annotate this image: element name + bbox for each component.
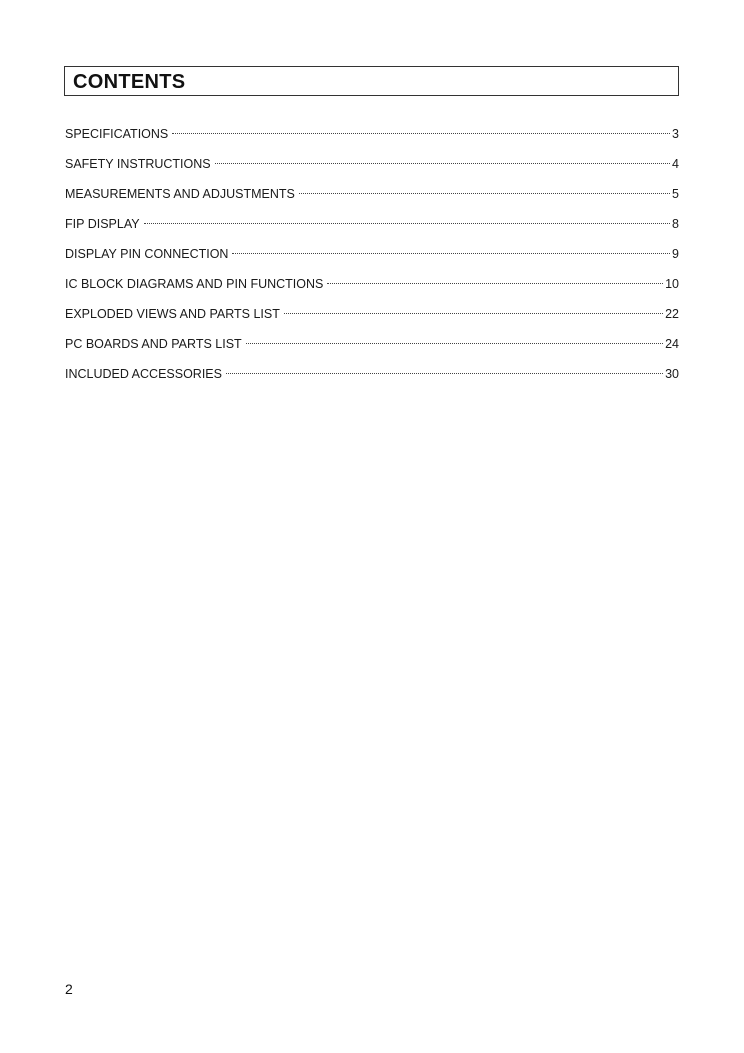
toc-entry-display-pin-connection[interactable]	[65, 240, 679, 270]
dot-leader	[244, 330, 664, 348]
dot-leader	[325, 270, 664, 288]
toc-entry-ic-block-diagrams[interactable]	[65, 270, 679, 300]
dot-leader	[224, 360, 664, 378]
toc-entry-measurements-and-adjustments[interactable]	[65, 180, 679, 210]
toc-entry-label: SPECIFICATIONS	[65, 127, 169, 141]
dot-leader	[213, 150, 671, 168]
dot-leader	[170, 120, 671, 138]
toc-entry-page: 9	[672, 247, 679, 261]
toc-entry-page: 30	[665, 367, 679, 381]
toc-entry-label: IC BLOCK DIAGRAMS AND PIN FUNCTIONS	[65, 277, 324, 291]
toc-entry-label: DISPLAY PIN CONNECTION	[65, 247, 229, 261]
toc-entry-page: 3	[672, 127, 679, 141]
toc-entry-safety-instructions[interactable]	[65, 150, 679, 180]
toc-entry-exploded-views[interactable]	[65, 300, 679, 330]
toc-entry-page: 8	[672, 217, 679, 231]
dot-leader	[142, 210, 671, 228]
page-number: 2	[65, 981, 73, 997]
table-of-contents	[65, 120, 679, 390]
toc-entry-page: 24	[665, 337, 679, 351]
toc-entry-page: 5	[672, 187, 679, 201]
contents-heading-box	[64, 66, 679, 96]
toc-entry-page: 4	[672, 157, 679, 171]
toc-entry-specifications[interactable]	[65, 120, 679, 150]
page-title: CONTENTS	[73, 71, 186, 93]
toc-entry-label: EXPLODED VIEWS AND PARTS LIST	[65, 307, 280, 321]
toc-entry-label: FIP DISPLAY	[65, 217, 140, 231]
toc-entry-label: SAFETY INSTRUCTIONS	[65, 157, 211, 171]
dot-leader	[297, 180, 671, 198]
toc-entry-label: INCLUDED ACCESSORIES	[65, 367, 222, 381]
toc-entry-label: MEASUREMENTS AND ADJUSTMENTS	[65, 187, 295, 201]
toc-entry-page: 10	[665, 277, 679, 291]
toc-entry-included-accessories[interactable]	[65, 360, 679, 390]
dot-leader	[282, 300, 664, 318]
toc-entry-page: 22	[665, 307, 679, 321]
dot-leader	[230, 240, 671, 258]
toc-entry-pc-boards[interactable]	[65, 330, 679, 360]
toc-entry-fip-display[interactable]	[65, 210, 679, 240]
toc-entry-label: PC BOARDS AND PARTS LIST	[65, 337, 242, 351]
